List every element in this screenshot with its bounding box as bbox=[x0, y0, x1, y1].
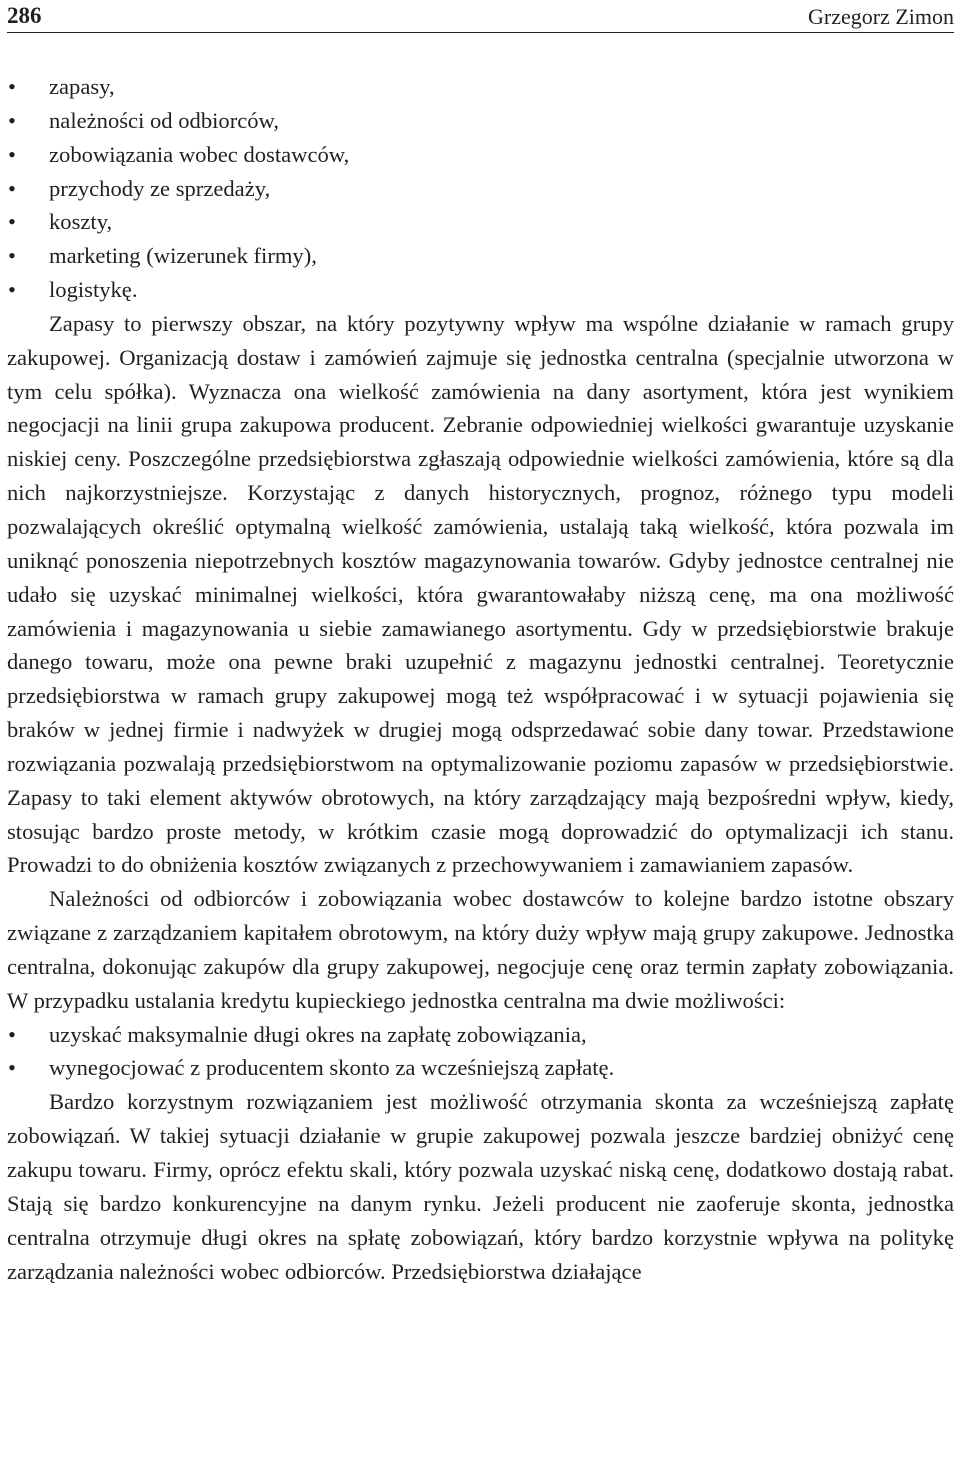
bullet-icon: • bbox=[8, 74, 16, 99]
list-item: • zobowiązania wobec dostawców, bbox=[7, 138, 954, 172]
bullet-icon: • bbox=[8, 175, 16, 201]
paragraph-receivables: Należności od odbiorców i zobowiązania wobec dostawców to kolejne bardzo istotne obszary związane z zarządzaniem kapitałem obrotowym, na który duży wpływ mają grupy zakupowe. Jednostka centralna, dokonując zakupów dla grupy zakupowej, negocjuje cenę oraz termin zapłaty zobowiązania. W przypadku ustalania kredytu kupieckiego jednostka centralna ma dwie możliwości: bbox=[7, 886, 954, 1013]
paragraph-discount: Bardzo korzystnym rozwiązaniem jest możliwość otrzymania skonta za wcześniejszą zapłatę zobowiązań. W takiej sytuacji działanie w grupie zakupowej pozwala jeszcze bardziej obniżyć cenę zakupu towaru. Firmy, oprócz efektu skali, który pozwala uzyskać niską cenę, dodatkowo dostają rabat. Stają się bardzo konkurencyjne na danym rynku. Jeżeli producent nie zaoferuje skonta, jednostka centralna otrzymuje długi okres na spłatę zobowiązań, który bardzo korzystnie wpływa na politykę zarządzania należności wobec odbiorców. Przedsiębiorstwa działające bbox=[7, 1089, 954, 1284]
bullet-icon: • bbox=[8, 243, 16, 269]
body-text bbox=[7, 70, 954, 1288]
list-item: • zapasy, bbox=[7, 70, 954, 104]
list-item: • logistykę. bbox=[7, 273, 954, 307]
bullet-icon: • bbox=[8, 141, 16, 167]
list-item: • przychody ze sprzedaży, bbox=[7, 172, 954, 206]
running-header-author: Grzegorz Zimon bbox=[808, 4, 954, 29]
bullet-list-options bbox=[7, 1018, 954, 1086]
list-item: • uzyskać maksymalnie długi okres na zapłatę zobowiązania, bbox=[7, 1018, 954, 1052]
bullet-icon: • bbox=[8, 1055, 16, 1081]
running-header bbox=[7, 0, 954, 33]
paragraph-inventory: Zapasy to pierwszy obszar, na który pozytywny wpływ ma wspólne działanie w ramach grupy zakupowej. Organizacją dostaw i zamówień zajmuje się jednostka centralna (specjalnie utworzona w tym celu spółka). Wyznacza ona wielkość zamówienia na dany asortyment, która jest wynikiem negocjacji na linii grupa zakupowa producent. Zebranie odpowiedniej wielkości gwarantuje uzyskanie niskiej ceny. Poszczególne przedsiębiorstwa zgłaszają odpowiednie wielkości zamówienia, które są dla nich najkorzystniejsze. Korzystając z danych historycznych, prognoz, różnego typu modeli pozwalających określić optymalną wielkość zamówienia, ustalają taką wielkość, która pozwala im uniknąć ponoszenia niepotrzebnych kosztów magazynowania towarów. Gdyby jednostce centralnej nie udało się uzyskać minimalnej wielkości, która gwarantowałaby niższą cenę, ma ona możliwość zamówienia i magazynowania u siebie zamawianego asortymentu. Gdy w przedsiębiorstwie brakuje danego towaru, może ona pewne braki uzupełnić z magazynu jednostki centralnej. Teoretycznie przedsiębiorstwa w ramach grupy zakupowej mogą też współpracować i w sytuacji pojawienia się braków w jednej firmie i nadwyżek w drugiej mogą odsprzedawać sobie dany towar. Przedstawione rozwiązania pozwalają przedsiębiorstwom na optymalizowanie poziomu zapasów w przedsiębiorstwie. Zapasy to taki element aktywów obrotowych, na który zarządzający mają bezpośredni wpływ, kiedy, stosując bardzo proste metody, w krótkim czasie mogą doprowadzić do optymalizacji ich stanu. Prowadzi to do obniżenia kosztów związanych z przechowywaniem i zamawianiem zapasów. bbox=[7, 310, 954, 878]
list-item: • koszty, bbox=[7, 205, 954, 239]
document-page bbox=[7, 0, 954, 1288]
bullet-icon: • bbox=[8, 1021, 16, 1047]
bullet-list-areas bbox=[7, 70, 954, 307]
list-item: • wynegocjować z producentem skonto za wcześniejszą zapłatę. bbox=[7, 1051, 954, 1085]
list-item: • należności od odbiorców, bbox=[7, 104, 954, 138]
bullet-icon: • bbox=[8, 209, 16, 235]
bullet-icon: • bbox=[8, 107, 16, 133]
page-number: 286 bbox=[7, 3, 42, 28]
list-item: • marketing (wizerunek firmy), bbox=[7, 239, 954, 273]
bullet-icon: • bbox=[8, 277, 16, 303]
